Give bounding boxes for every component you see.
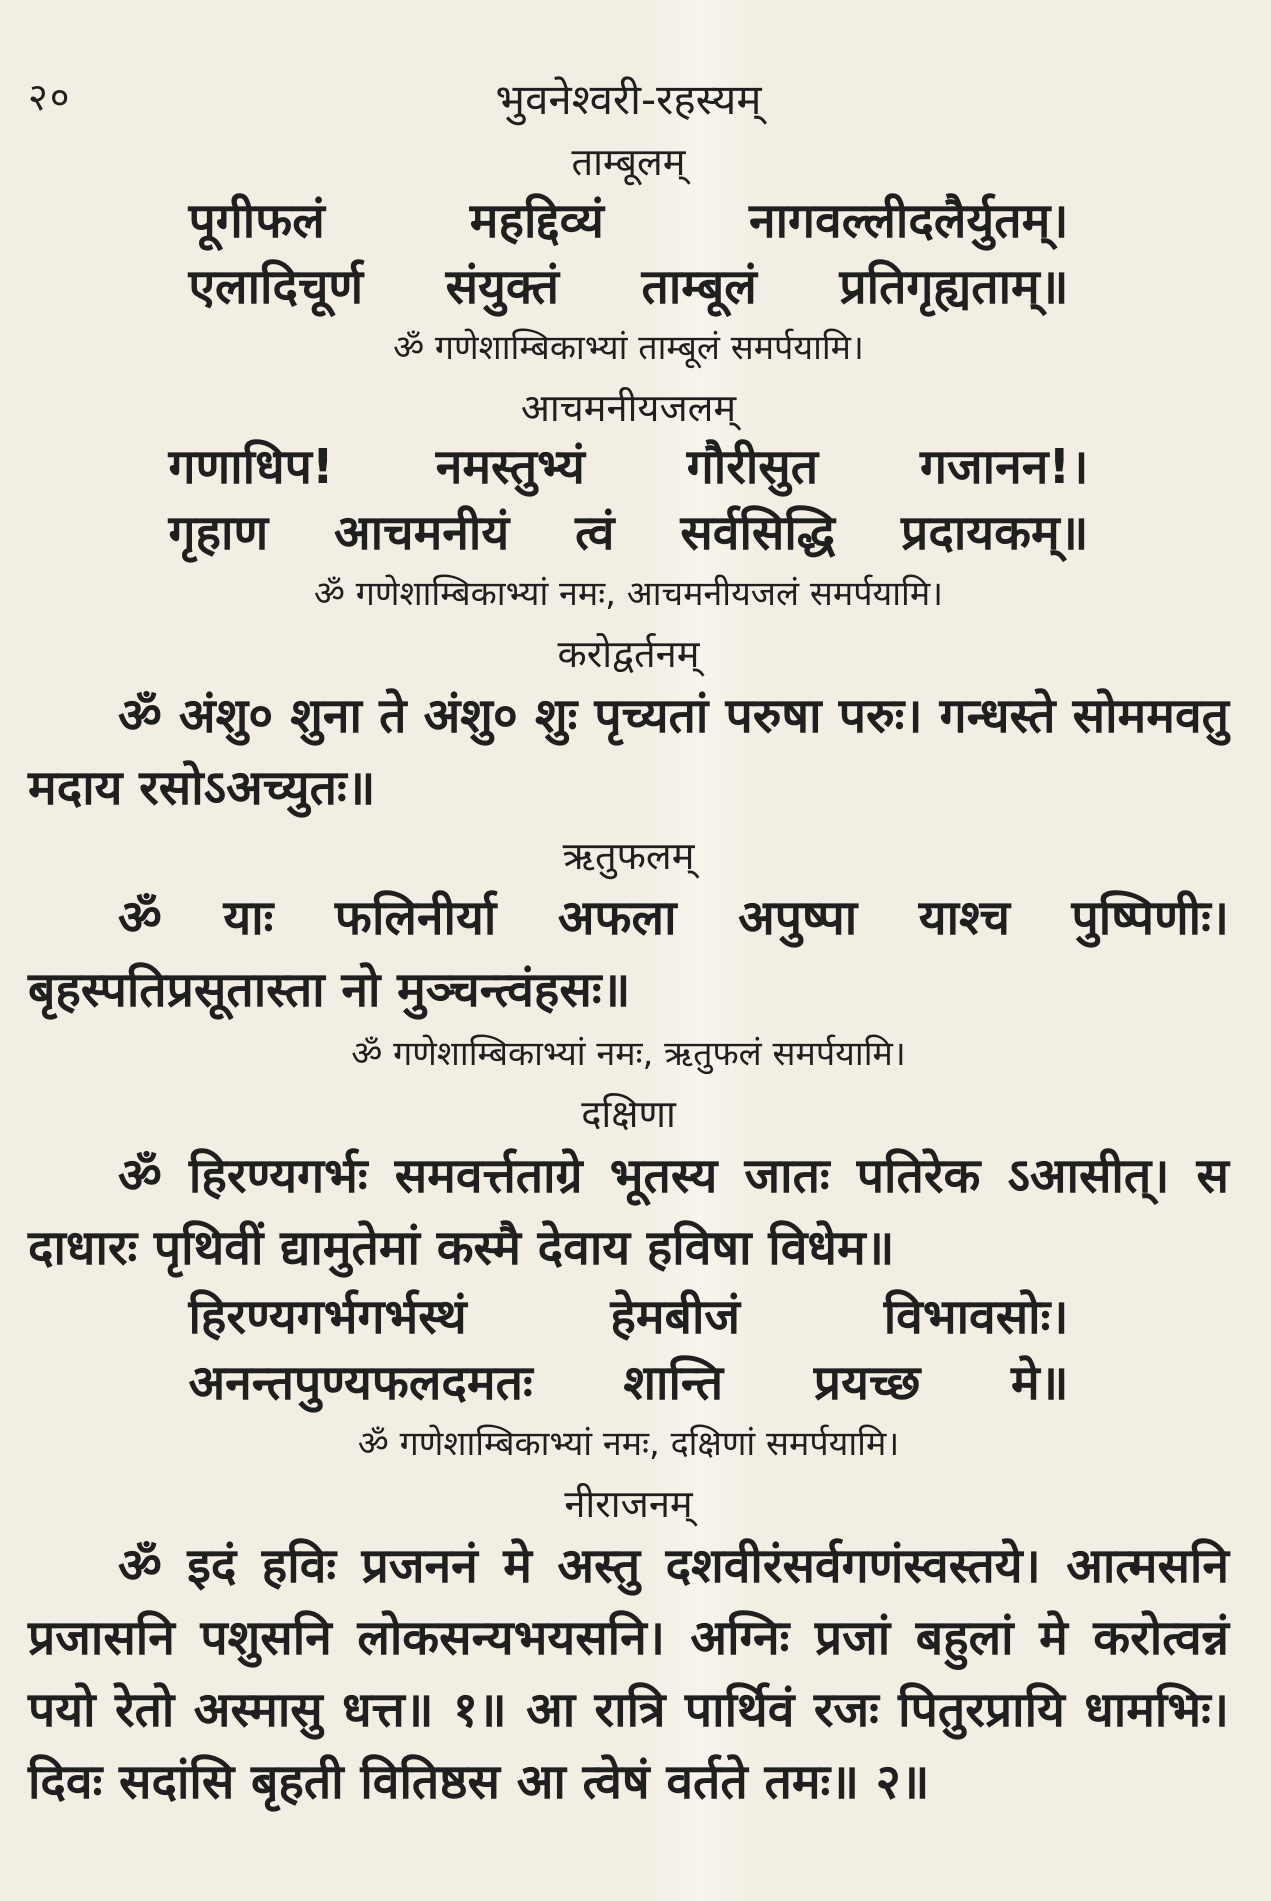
section-heading: दक्षिणा — [581, 1092, 676, 1136]
prose-mantra — [28, 1530, 1229, 1818]
verse-word: एलादिचूर्ण — [188, 259, 364, 315]
verse-word: पूगीफलं — [188, 193, 325, 249]
prose-mantra — [28, 680, 1229, 824]
section-achamaniya — [28, 382, 1229, 622]
verse-word: मे॥ — [1011, 1355, 1069, 1411]
section-karodvartanam — [28, 628, 1229, 824]
verse-line — [189, 1350, 1069, 1416]
section-heading: करोद्वर्तनम् — [557, 632, 700, 676]
section-heading: नीराजनम् — [564, 1482, 693, 1526]
verse-word: नागवल्लीदलैर्युतम्। — [748, 193, 1069, 249]
section-heading: ताम्बूलम् — [571, 140, 686, 184]
section-dakshina — [28, 1088, 1229, 1472]
verse-word: गणाधिप! — [168, 439, 334, 495]
verse-word: प्रतिगृह्यताम्॥ — [839, 259, 1069, 315]
section-nirajanam — [28, 1478, 1229, 1818]
page-number: २० — [28, 75, 72, 119]
verse-word: संयुक्तं — [445, 259, 559, 315]
verse-word: गृहाण — [168, 505, 269, 561]
verse-line — [189, 188, 1069, 254]
running-title: भुवनेश्वरी-रहस्यम् — [495, 75, 762, 124]
page-header — [28, 60, 1229, 130]
verse-word: विभावसोः। — [883, 1289, 1069, 1345]
offering-mantra: ॐ गणेशाम्बिकाभ्यां नमः, दक्षिणां समर्पयामि। — [357, 1424, 900, 1464]
verse-word: ताम्बूलं — [641, 259, 757, 315]
section-heading: आचमनीयजलम् — [520, 386, 737, 430]
section-heading: ऋतुफलम् — [562, 834, 695, 878]
section-tambulam — [28, 136, 1229, 376]
prose-text: ॐ याः फलिनीर्या अफला अपुष्पा याश्च पुष्पिणीः। बृहस्पतिप्रसूतास्ता नो मुञ्चन्त्वंहसः॥ — [28, 890, 1229, 1018]
prose-text: ॐ इदं हविः प्रजननं मे अस्तु दशवीरंसर्वगणंस्वस्तये। आत्मसनि प्रजासनि पशुसनि लोकसन्यभयसनि। अग्निः प्रजां बहुलां मे करोत्वन्नं पयो रेतो अस्मासु धत्त॥ १॥ आ रात्रि पार्थिवं रजः पितुरप्रायि धामभिः। दिवः सदांसि बृहती वितिष्ठस आ त्वेषं वर्तते तमः॥ २॥ — [28, 1538, 1229, 1810]
prose-mantra — [28, 882, 1229, 1026]
verse-line — [169, 434, 1089, 500]
verse-word: हेमबीजं — [610, 1289, 740, 1345]
verse-word: आचमनीयं — [334, 505, 510, 561]
prose-mantra — [28, 1140, 1229, 1284]
verse-word: हिरण्यगर्भगर्भस्थं — [188, 1289, 467, 1345]
verse-word: नमस्तुभ्यं — [435, 439, 585, 495]
verse-line — [189, 254, 1069, 320]
verse-word: सर्वसिद्धि — [680, 505, 836, 561]
verse-word: शान्ति — [623, 1355, 724, 1411]
verse-word: त्वं — [575, 505, 615, 561]
section-ritufalam — [28, 830, 1229, 1082]
verse-word: गजानन!। — [920, 439, 1089, 495]
verse-word: गौरीसुत — [686, 439, 819, 495]
prose-text: ॐ अंशु० शुना ते अंशु० शुः पृच्यतां परुषा परुः। गन्धस्ते सोममवतु मदाय रसोऽअच्युतः॥ — [28, 688, 1229, 816]
offering-mantra: ॐ गणेशाम्बिकाभ्यां ताम्बूलं समर्पयामि। — [393, 328, 864, 368]
verse-word: अनन्तपुण्यफलदमतः — [188, 1355, 533, 1411]
offering-mantra: ॐ गणेशाम्बिकाभ्यां नमः, ऋतुफलं समर्पयामि। — [351, 1034, 906, 1074]
verse-word: महद्दिव्यं — [469, 193, 604, 249]
verse-word: प्रयच्छ — [813, 1355, 921, 1411]
offering-mantra: ॐ गणेशाम्बिकाभ्यां नमः, आचमनीयजलं समर्पयामि। — [313, 574, 944, 614]
prose-text: ॐ हिरण्यगर्भः समवर्त्तताग्रे भूतस्य जातः पतिरेक ऽआसीत्। स दाधारः पृथिवीं द्यामुतेमां कस्मै देवाय हविषा विधेम॥ — [28, 1148, 1229, 1276]
verse-line — [169, 500, 1089, 566]
verse-word: प्रदायकम्॥ — [901, 505, 1089, 561]
verse-line — [189, 1284, 1069, 1350]
